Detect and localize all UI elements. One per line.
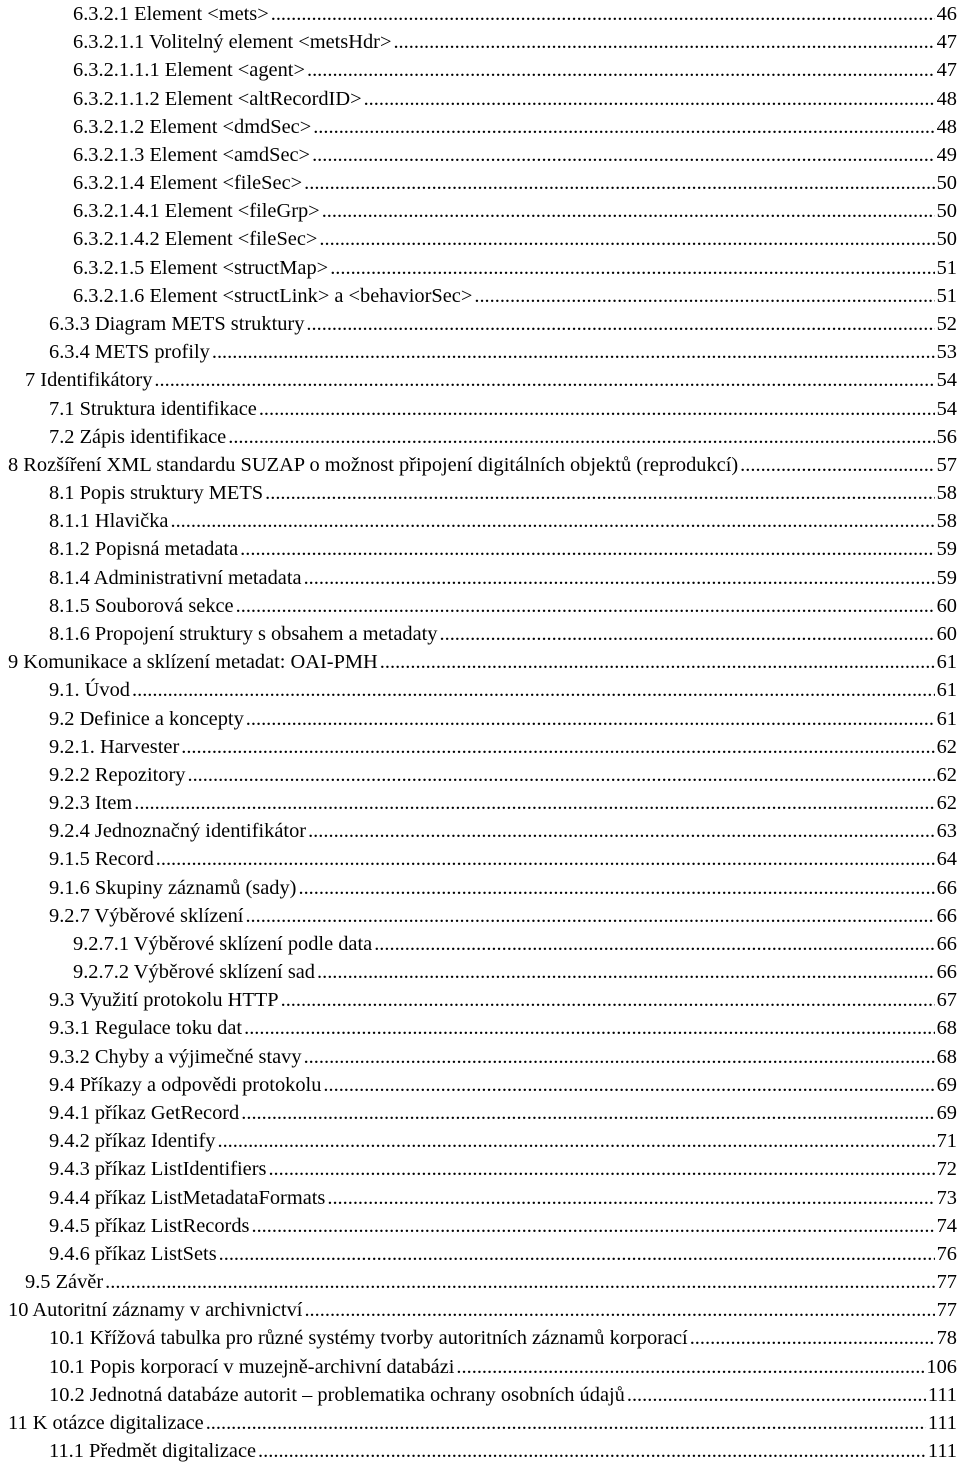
toc-entry[interactable] bbox=[49, 761, 957, 789]
dot-leader bbox=[241, 1099, 934, 1127]
toc-entry-page-number: 66 bbox=[936, 932, 957, 955]
toc-entry[interactable] bbox=[8, 451, 957, 479]
toc-entry-page-number: 78 bbox=[936, 1327, 957, 1350]
dot-leader bbox=[627, 1381, 926, 1409]
toc-entry-title: 8.1.4 Administrativní metadata bbox=[49, 566, 302, 589]
dot-leader bbox=[304, 564, 935, 592]
toc-entry[interactable] bbox=[49, 1099, 957, 1127]
toc-entry-page-number: 54 bbox=[936, 397, 957, 420]
toc-entry-title: 6.3.2.1.1.2 Element <altRecordID> bbox=[73, 87, 362, 110]
dot-leader bbox=[322, 197, 935, 225]
toc-entry-page-number: 51 bbox=[936, 256, 957, 279]
toc-entry-page-number: 50 bbox=[936, 172, 957, 195]
toc-entry[interactable] bbox=[49, 902, 957, 930]
toc-entry-title: 9.5 Závěr bbox=[25, 1271, 104, 1294]
toc-entry[interactable] bbox=[25, 366, 957, 394]
toc-entry[interactable] bbox=[73, 0, 957, 28]
toc-entry-page-number: 77 bbox=[936, 1299, 957, 1322]
dot-leader bbox=[245, 902, 934, 930]
toc-entry[interactable] bbox=[73, 197, 957, 225]
toc-entry[interactable] bbox=[49, 1127, 957, 1155]
toc-entry-title: 9.1.6 Skupiny záznamů (sady) bbox=[49, 876, 297, 899]
toc-entry-title: 9.1.5 Record bbox=[49, 848, 154, 871]
toc-entry-title: 8.1.2 Popisná metadata bbox=[49, 538, 239, 561]
toc-entry-title: 11.1 Předmět digitalizace bbox=[49, 1440, 257, 1463]
toc-entry-page-number: 73 bbox=[936, 1186, 957, 1209]
dot-leader bbox=[134, 789, 934, 817]
toc-entry-title: 6.3.2.1.5 Element <structMap> bbox=[73, 256, 329, 279]
dot-leader bbox=[156, 845, 935, 873]
toc-entry[interactable] bbox=[8, 648, 957, 676]
toc-entry-page-number: 69 bbox=[936, 1073, 957, 1096]
toc-entry-page-number: 66 bbox=[936, 961, 957, 984]
toc-entry-page-number: 53 bbox=[936, 341, 957, 364]
toc-entry[interactable] bbox=[49, 789, 957, 817]
toc-entry-page-number: 61 bbox=[936, 651, 957, 674]
toc-entry[interactable] bbox=[25, 1268, 957, 1296]
dot-leader bbox=[323, 1071, 934, 1099]
toc-entry-page-number: 62 bbox=[936, 735, 957, 758]
toc-entry-title: 9.2 Definice a koncepty bbox=[49, 707, 244, 730]
toc-entry[interactable] bbox=[73, 28, 957, 56]
toc-entry[interactable] bbox=[49, 1014, 957, 1042]
toc-entry-page-number: 66 bbox=[936, 876, 957, 899]
toc-entry[interactable] bbox=[49, 845, 957, 873]
dot-leader bbox=[307, 56, 935, 84]
toc-entry-page-number: 63 bbox=[936, 820, 957, 843]
dot-leader bbox=[181, 733, 934, 761]
dot-leader bbox=[105, 1268, 934, 1296]
dot-leader bbox=[132, 676, 935, 704]
dot-leader bbox=[308, 817, 935, 845]
toc-entry-title: 6.3.2.1.3 Element <amdSec> bbox=[73, 143, 311, 166]
toc-entry-title: 7 Identifikátory bbox=[25, 369, 153, 392]
toc-entry-page-number: 49 bbox=[936, 143, 957, 166]
dot-leader bbox=[236, 592, 935, 620]
toc-entry[interactable] bbox=[49, 423, 957, 451]
toc-entry-title: 7.2 Zápis identifikace bbox=[49, 425, 227, 448]
dot-leader bbox=[304, 169, 934, 197]
toc-entry[interactable] bbox=[73, 254, 957, 282]
toc-entry[interactable] bbox=[73, 141, 957, 169]
toc-entry[interactable] bbox=[49, 620, 957, 648]
dot-leader bbox=[212, 338, 935, 366]
toc-entry[interactable] bbox=[49, 592, 957, 620]
toc-entry[interactable] bbox=[49, 1437, 957, 1465]
dot-leader bbox=[317, 958, 935, 986]
dot-leader bbox=[327, 1184, 934, 1212]
toc-entry-page-number: 68 bbox=[936, 1045, 957, 1068]
toc-entry[interactable] bbox=[73, 169, 957, 197]
dot-leader bbox=[265, 479, 934, 507]
toc-entry[interactable] bbox=[73, 113, 957, 141]
toc-entry-title: 9.4 Příkazy a odpovědi protokolu bbox=[49, 1073, 322, 1096]
toc-entry-page-number: 111 bbox=[927, 1383, 957, 1406]
toc-entry[interactable] bbox=[49, 1324, 957, 1352]
toc-entry-page-number: 61 bbox=[936, 707, 957, 730]
dot-leader bbox=[259, 395, 935, 423]
toc-entry-page-number: 57 bbox=[936, 453, 957, 476]
dot-leader bbox=[298, 874, 934, 902]
dot-leader bbox=[219, 1240, 935, 1268]
toc-entry-page-number: 68 bbox=[936, 1017, 957, 1040]
toc-entry-title: 9.4.1 příkaz GetRecord bbox=[49, 1102, 240, 1125]
toc-entry[interactable] bbox=[49, 1043, 957, 1071]
toc-entry-page-number: 56 bbox=[936, 425, 957, 448]
toc-entry[interactable] bbox=[49, 1212, 957, 1240]
toc-entry-title: 10.1 Popis korporací v muzejně-archivní databázi bbox=[49, 1355, 455, 1378]
toc-entry-page-number: 47 bbox=[936, 31, 957, 54]
dot-leader bbox=[374, 930, 934, 958]
toc-entry[interactable] bbox=[8, 1409, 957, 1437]
toc-entry[interactable] bbox=[49, 1184, 957, 1212]
toc-entry-title: 6.3.2.1.1.1 Element <agent> bbox=[73, 59, 305, 82]
toc-entry-title: 9.2.7.1 Výběrové sklízení podle data bbox=[73, 932, 373, 955]
dot-leader bbox=[364, 85, 935, 113]
toc-entry-page-number: 50 bbox=[936, 200, 957, 223]
toc-entry[interactable] bbox=[49, 507, 957, 535]
toc-entry-title: 6.3.2.1.2 Element <dmdSec> bbox=[73, 115, 312, 138]
dot-leader bbox=[304, 1043, 935, 1071]
toc-entry[interactable] bbox=[73, 56, 957, 84]
toc-entry-title: 9.4.3 příkaz ListIdentifiers bbox=[49, 1158, 267, 1181]
toc-entry[interactable] bbox=[49, 1155, 957, 1183]
toc-entry-page-number: 67 bbox=[936, 989, 957, 1012]
toc-entry[interactable] bbox=[49, 564, 957, 592]
toc-entry[interactable] bbox=[49, 1071, 957, 1099]
toc-entry-page-number: 47 bbox=[936, 59, 957, 82]
toc-entry[interactable] bbox=[49, 310, 957, 338]
toc-entry[interactable] bbox=[49, 1381, 957, 1409]
toc-entry-page-number: 54 bbox=[936, 369, 957, 392]
dot-leader bbox=[244, 1014, 935, 1042]
toc-entry-title: 6.3.4 METS profily bbox=[49, 341, 210, 364]
toc-entry-title: 11 K otázce digitalizace bbox=[8, 1412, 204, 1434]
toc-entry-page-number: 51 bbox=[936, 284, 957, 307]
dot-leader bbox=[154, 366, 934, 394]
toc-entry[interactable] bbox=[73, 958, 957, 986]
toc-entry[interactable] bbox=[73, 225, 957, 253]
dot-leader bbox=[304, 1296, 934, 1324]
toc-entry-page-number: 76 bbox=[936, 1242, 957, 1265]
toc-entry-page-number: 111 bbox=[927, 1412, 957, 1434]
toc-entry-page-number: 64 bbox=[936, 848, 957, 871]
toc-entry[interactable] bbox=[49, 535, 957, 563]
dot-leader bbox=[206, 1409, 926, 1437]
toc-entry-page-number: 106 bbox=[926, 1355, 957, 1378]
toc-entry-page-number: 111 bbox=[927, 1440, 957, 1463]
toc-entry-title: 8.1.6 Propojení struktury s obsahem a metadaty bbox=[49, 622, 438, 645]
toc-entry-title: 8.1.1 Hlavička bbox=[49, 510, 169, 533]
toc-entry[interactable] bbox=[73, 930, 957, 958]
toc-entry-page-number: 71 bbox=[936, 1130, 957, 1153]
dot-leader bbox=[312, 141, 935, 169]
dot-leader bbox=[251, 1212, 934, 1240]
dot-leader bbox=[319, 225, 934, 253]
toc-entry-page-number: 48 bbox=[936, 115, 957, 138]
toc-entry-title: 10 Autoritní záznamy v archivnictví bbox=[8, 1299, 303, 1322]
dot-leader bbox=[313, 113, 934, 141]
toc-entry-page-number: 48 bbox=[936, 87, 957, 110]
toc-entry[interactable] bbox=[73, 282, 957, 310]
toc-entry-page-number: 46 bbox=[936, 3, 957, 25]
toc-entry[interactable] bbox=[49, 817, 957, 845]
toc-entry[interactable] bbox=[8, 1296, 957, 1324]
toc-entry-title: 7.1 Struktura identifikace bbox=[49, 397, 257, 420]
toc-entry-page-number: 52 bbox=[936, 312, 957, 335]
dot-leader bbox=[740, 451, 934, 479]
toc-entry-title: 6.3.2.1.4.2 Element <fileSec> bbox=[73, 228, 318, 251]
toc-entry-title: 9.4.6 příkaz ListSets bbox=[49, 1242, 217, 1265]
toc-entry-title: 9.3.2 Chyby a výjimečné stavy bbox=[49, 1045, 302, 1068]
toc-entry-title: 9.1. Úvod bbox=[49, 679, 130, 702]
dot-leader bbox=[330, 254, 934, 282]
toc-entry-title: 9.4.4 příkaz ListMetadataFormats bbox=[49, 1186, 326, 1209]
toc-entry[interactable] bbox=[49, 1353, 957, 1381]
dot-leader bbox=[258, 1437, 926, 1465]
dot-leader bbox=[474, 282, 934, 310]
toc-entry[interactable] bbox=[73, 85, 957, 113]
dot-leader bbox=[246, 705, 935, 733]
toc-entry-title: 9.2.2 Repozitory bbox=[49, 763, 186, 786]
toc-entry[interactable] bbox=[49, 874, 957, 902]
toc-entry-title: 9.3 Využití protokolu HTTP bbox=[49, 989, 279, 1012]
dot-leader bbox=[393, 28, 934, 56]
toc-entry-title: 9 Komunikace a sklízení metadat: OAI-PMH bbox=[8, 651, 378, 674]
toc-entry-title: 6.3.2.1 Element <mets> bbox=[73, 3, 269, 25]
toc-entry-title: 9.2.7 Výběrové sklízení bbox=[49, 904, 244, 927]
dot-leader bbox=[380, 648, 935, 676]
toc-entry-page-number: 58 bbox=[936, 510, 957, 533]
dot-leader bbox=[271, 0, 935, 28]
dot-leader bbox=[456, 1353, 924, 1381]
toc-entry-title: 6.3.2.1.6 Element <structLink> a <behaviorSec> bbox=[73, 284, 473, 307]
toc-entry-title: 8 Rozšíření XML standardu SUZAP o možnost připojení digitálních objektů (reprodukcí) bbox=[8, 453, 739, 476]
toc-entry-title: 9.2.4 Jednoznačný identifikátor bbox=[49, 820, 307, 843]
dot-leader bbox=[268, 1155, 934, 1183]
toc-entry-page-number: 69 bbox=[936, 1102, 957, 1125]
toc-entry[interactable] bbox=[49, 676, 957, 704]
toc-entry-title: 9.2.1. Harvester bbox=[49, 735, 180, 758]
dot-leader bbox=[281, 986, 935, 1014]
toc-entry-page-number: 59 bbox=[936, 566, 957, 589]
toc-entry[interactable] bbox=[49, 395, 957, 423]
toc-entry[interactable] bbox=[49, 986, 957, 1014]
toc-entry[interactable] bbox=[49, 1240, 957, 1268]
toc-entry-page-number: 58 bbox=[936, 482, 957, 505]
toc-entry-title: 6.3.2.1.4 Element <fileSec> bbox=[73, 172, 303, 195]
toc-entry-title: 6.3.3 Diagram METS struktury bbox=[49, 312, 305, 335]
dot-leader bbox=[440, 620, 935, 648]
dot-leader bbox=[240, 535, 934, 563]
toc-entry-page-number: 62 bbox=[936, 763, 957, 786]
dot-leader bbox=[306, 310, 934, 338]
toc-entry-title: 9.3.1 Regulace toku dat bbox=[49, 1017, 243, 1040]
toc-entry-page-number: 62 bbox=[936, 792, 957, 815]
toc-entry-title: 10.2 Jednotná databáze autorit – problematika ochrany osobních údajů bbox=[49, 1383, 625, 1406]
toc-entry-title: 8.1.5 Souborová sekce bbox=[49, 594, 234, 617]
toc-entry-title: 9.2.3 Item bbox=[49, 792, 133, 815]
toc-entry-title: 6.3.2.1.4.1 Element <fileGrp> bbox=[73, 200, 320, 223]
toc-entry-page-number: 60 bbox=[936, 622, 957, 645]
toc-entry[interactable] bbox=[49, 733, 957, 761]
toc-entry-page-number: 61 bbox=[936, 679, 957, 702]
toc-entry-page-number: 72 bbox=[936, 1158, 957, 1181]
toc-entry-title: 10.1 Křížová tabulka pro různé systémy tvorby autoritních záznamů korporací bbox=[49, 1327, 688, 1350]
toc-entry-page-number: 74 bbox=[936, 1214, 957, 1237]
toc-entry-title: 9.2.7.2 Výběrové sklízení sad bbox=[73, 961, 315, 984]
dot-leader bbox=[187, 761, 934, 789]
dot-leader bbox=[228, 423, 934, 451]
toc-entry-page-number: 66 bbox=[936, 904, 957, 927]
toc-entry-title: 9.4.5 příkaz ListRecords bbox=[49, 1214, 250, 1237]
toc-entry[interactable] bbox=[49, 479, 957, 507]
toc-entry-title: 8.1 Popis struktury METS bbox=[49, 482, 264, 505]
toc-entry-page-number: 60 bbox=[936, 594, 957, 617]
toc-entry[interactable] bbox=[49, 338, 957, 366]
toc-entry-page-number: 77 bbox=[936, 1271, 957, 1294]
toc-entry-page-number: 59 bbox=[936, 538, 957, 561]
toc-entry-title: 6.3.2.1.1 Volitelný element <metsHdr> bbox=[73, 31, 392, 54]
toc-entry-page-number: 50 bbox=[936, 228, 957, 251]
dot-leader bbox=[217, 1127, 934, 1155]
dot-leader bbox=[690, 1324, 935, 1352]
toc-entry[interactable] bbox=[49, 705, 957, 733]
dot-leader bbox=[170, 507, 934, 535]
toc-entry-title: 9.4.2 příkaz Identify bbox=[49, 1130, 216, 1153]
